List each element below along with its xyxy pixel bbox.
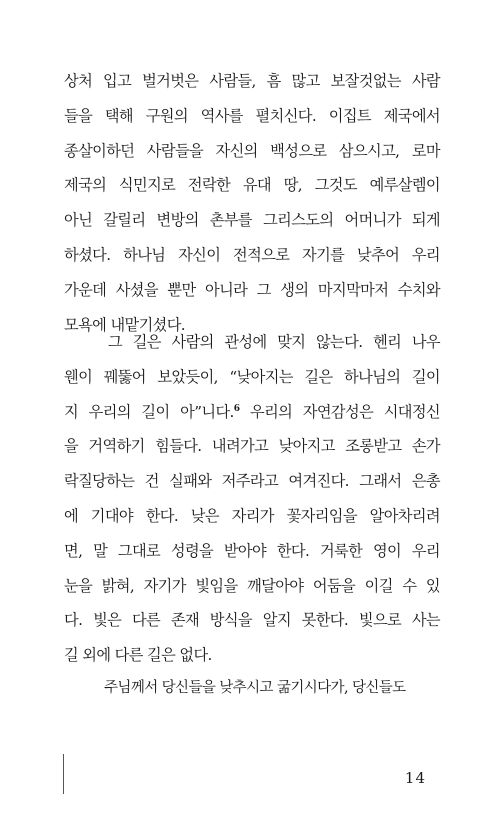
- text-segment: 우리의 자연감성은 시대정신: [239, 402, 440, 421]
- text-line: 상처 입고 벌거벗은 사람들, 흠 많고 보잘것없는 사람: [64, 72, 440, 90]
- text-line: 눈을 밝혀, 자기가 빛임을 깨달아야 어둠을 이길 수 있: [64, 576, 440, 595]
- text-line-with-footnote: [64, 395, 440, 430]
- text-line: 모욕에 내맡기셨다.: [64, 315, 186, 334]
- scripture-quote: 주님께서 당신들을 낮추시고 굶기시다가, 당신들도: [104, 680, 406, 696]
- text-line: 들을 택해 구원의 역사를 펼치신다. 이집트 제국에서: [64, 106, 440, 125]
- text-line: 면, 말 그대로 성령을 받아야 한다. 거룩한 영이 우리: [64, 541, 440, 560]
- text-line: 에 기대야 한다. 낮은 자리가 꽃자리임을 알아차리려: [64, 506, 440, 525]
- text-line: 다. 빛은 다른 존재 방식을 알지 못한다. 빛으로 사는: [64, 611, 440, 630]
- text-line: 그 길은 사람의 관성에 맞지 않는다. 헨리 나우: [108, 333, 440, 351]
- text-segment: 지 우리의 길이 아”니다.: [64, 402, 234, 421]
- text-line: 을 거역하기 힘들다. 내려가고 낮아지고 조롱받고 손가: [64, 437, 440, 456]
- text-line: 길 외에 다른 길은 없다.: [64, 646, 212, 665]
- footnote-marker: 6: [233, 403, 240, 414]
- margin-rule: [63, 754, 64, 794]
- paragraph-2: [64, 325, 440, 673]
- page-number: 14: [404, 769, 426, 787]
- text-line: 가운데 사셨을 뿐만 아니라 그 생의 마지막마저 수치와: [64, 280, 440, 299]
- text-line: 종살이하던 사람들을 자신의 백성으로 삼으시고, 로마: [64, 141, 440, 160]
- text-line: 하셨다. 하나님 자신이 전적으로 자기를 낮추어 우리: [64, 245, 440, 264]
- text-line: 락질당하는 건 실패와 저주라고 여겨진다. 그래서 은총: [64, 472, 440, 491]
- text-line: 제국의 식민지로 전락한 유대 땅, 그것도 예루살렘이: [64, 176, 440, 195]
- text-line: 아닌 갈릴리 변방의 촌부를 그리스도의 어머니가 되게: [64, 211, 440, 230]
- paragraph-1: [64, 64, 440, 342]
- text-line: 웬이 꿰뚫어 보았듯이, “낮아지는 길은 하나님의 길이: [64, 367, 440, 386]
